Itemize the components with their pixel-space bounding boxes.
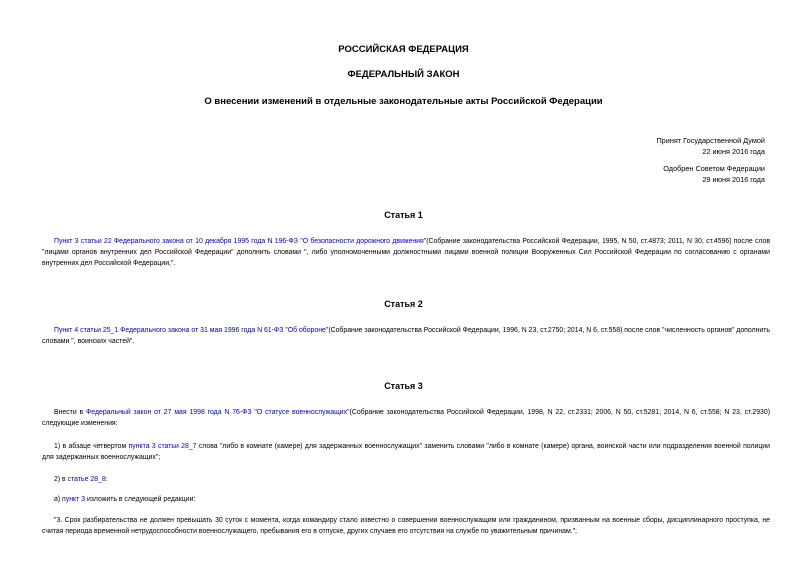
article-1-link[interactable]: Пункт 3 статьи 22 Федерального закона от 10 декабря 1995 года N 196-ФЗ "О безопасности дорожного движения" <box>54 238 427 245</box>
council-label: Одобрен Советом Федерации <box>663 164 765 173</box>
adoption-block <box>465 135 765 185</box>
duma-date: 22 июня 2016 года <box>702 147 765 156</box>
article-3-subitem-a <box>42 494 770 505</box>
article-3-intro-prefix: Внести в <box>54 409 87 416</box>
article-3-quote: "3. Срок разбирательства не должен превышать 30 суток с момента, когда командиру стало известно о совершении военнослужащим или гражданином, призванным на военные сборы, дисциплинарного проступка, не считая периода временной нетрудоспособности военнослужащего, пребывания его в отпуске, других случаев его отсутствия на службе по уважительным причинам."; <box>42 517 770 535</box>
article-1-body: (Собрание законодательства Российской Федерации, 1995, N 50, ст.4873; 2011, N 30, ст.4596) после слов "лицами органов внутренних дел Российской Федерации" дополнить словами ", либо уполномоченными должностными лицами военной полиции Вооруженных Сил Российской Федерации по согласованию с органами внутренних дел Российской Федерации,". <box>42 238 771 267</box>
item-1-prefix: 1) в абзаце четвертом <box>54 443 129 450</box>
article-2-body: (Собрание законодательства Российской Федерации, 1996, N 23, ст.2750; 2014, N 6, ст.558) после слов "численность органов" дополнить словами ", воинских частей". <box>42 327 770 345</box>
article-2-link[interactable]: Пункт 4 статьи 25_1 Федерального закона от 31 мая 1996 года N 61-ФЗ "Об обороне" <box>54 327 329 334</box>
council-date: 29 июня 2016 года <box>702 175 765 184</box>
article-1-heading: Статья 1 <box>384 210 423 220</box>
item-2-suffix: : <box>105 476 108 483</box>
article-3-intro <box>42 407 770 429</box>
article-1-text <box>42 236 770 269</box>
article-3-heading: Статья 3 <box>384 381 423 391</box>
item-1-body: слова "либо в комнате (камере) для задержанных военнослужащих" заменить словами "либо в комнате (камере) органа, воинской части или подразделения военной полиции для задержанных военнослужащих"; <box>42 443 770 461</box>
item-2-link[interactable]: статье 28_8 <box>67 476 106 483</box>
article-3-intro-link[interactable]: Федеральный закон от 27 мая 1998 года N 76-ФЗ "О статусе военнослужащих" <box>86 409 350 416</box>
article-3-intro-body: (Собрание законодательства Российской Федерации, 1998, N 22, ст.2331; 2006, N 50, ст.5281; 2014, N 6, ст.558; N 23, ст.2930) следующие изменения: <box>42 409 770 427</box>
doc-type-heading: ФЕДЕРАЛЬНЫЙ ЗАКОН <box>347 69 460 80</box>
item-1-link[interactable]: пункта 3 статьи 28_7 <box>128 443 197 450</box>
subitem-a-link[interactable]: пункт 3 <box>62 496 86 503</box>
article-3-item-2 <box>42 474 770 485</box>
duma-label: Принят Государственной Думой <box>656 136 765 145</box>
item-2-prefix: 2) в <box>54 476 68 483</box>
country-heading: РОССИЙСКАЯ ФЕДЕРАЦИЯ <box>338 44 469 55</box>
article-2-text <box>42 325 770 347</box>
subitem-a-body: изложить в следующей редакции: <box>85 496 196 503</box>
article-2-heading: Статья 2 <box>384 299 423 309</box>
article-3-item-1 <box>42 441 770 463</box>
law-title: О внесении изменений в отдельные законодательные акты Российской Федерации <box>204 96 603 107</box>
subitem-a-prefix: а) <box>54 496 63 503</box>
